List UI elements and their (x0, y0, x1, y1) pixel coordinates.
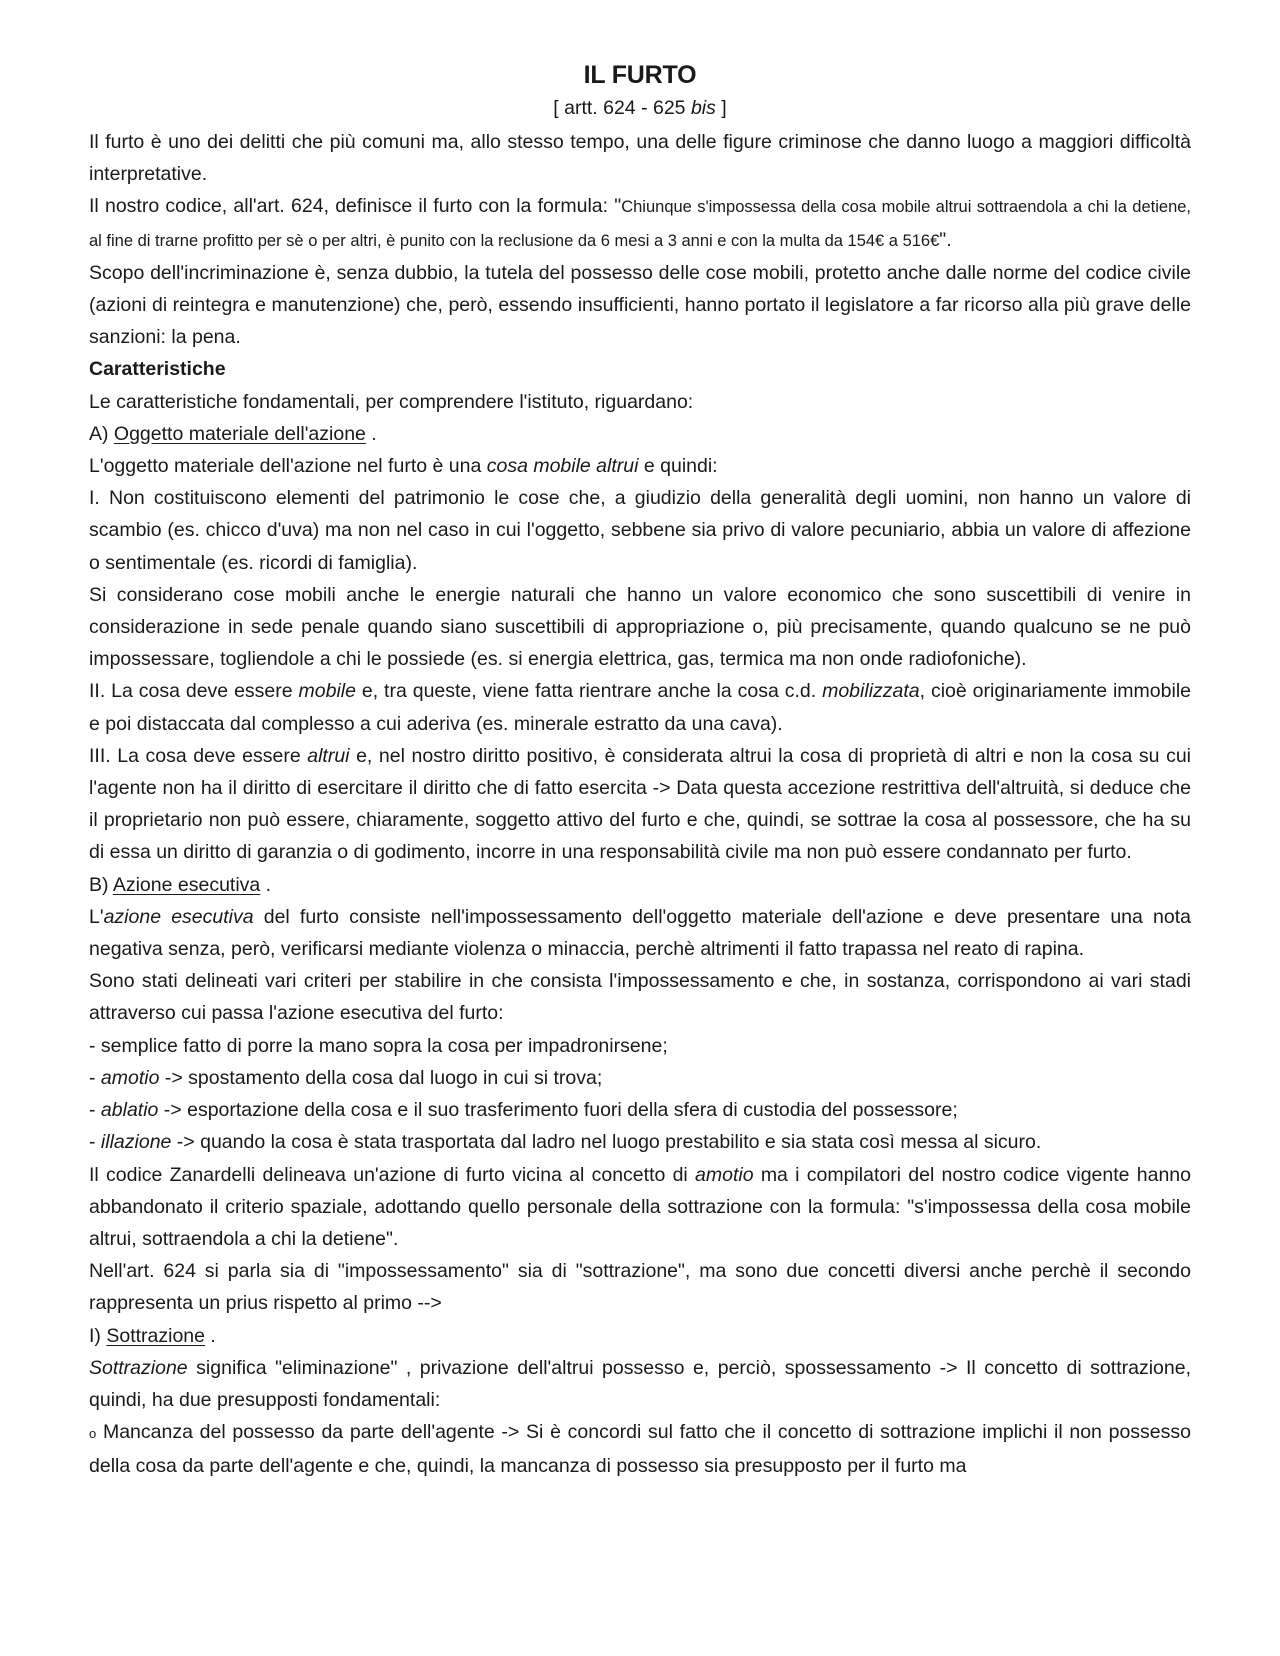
paragraph-definition: Il nostro codice, all'art. 624, definisce il furto con la formula: "Chiunque s'impossessa della cosa mobile altrui sottraendola a chi la detiene, al fine di trarne profitto per sè o per altri, è punito con la reclusione da 6 mesi a 3 anni e con la multa da 154€ a 516€". (89, 195, 1192, 251)
paragraph-art-624: Nell'art. 624 si parla sia di "impossessamento" sia di "sottrazione", ma sono due concetti diversi anche perchè il secondo rappresenta un prius rispetto al primo --> (89, 1260, 1191, 1315)
section-a-heading: A) Oggetto materiale dell'azione . (89, 422, 377, 445)
page-title: IL FURTO (583, 61, 697, 89)
paragraph-scope: Scopo dell'incriminazione è, senza dubbio, la tutela del possesso delle cose mobili, protetto anche dalle norme del codice civile (azioni di reintegra e manutenzione) che, però, essendo insufficienti, hanno portato il legislatore a far ricorso alla più grave delle sanzioni: la pena. (89, 261, 1191, 349)
paragraph-point-ii: II. La cosa deve essere mobile e, tra queste, viene fatta rientrare anche la cosa c.d. mobilizzata, cioè originariamente immobile e poi distaccata dal complesso a cui aderiva (es. minerale estratto da una cava). (89, 680, 1191, 735)
section-i-heading: I) Sottrazione . (89, 1324, 216, 1347)
paragraph-criteria: Sono stati delineati vari criteri per stabilire in che consista l'impossessamento e che, in sostanza, corrispondono ai vari stadi attraverso cui passa l'azione esecutiva del furto: (89, 970, 1191, 1025)
section-heading: Caratteristiche (89, 358, 226, 381)
paragraph-executive-action: L'azione esecutiva del furto consiste nell'impossessamento dell'oggetto materiale dell'azione e deve presentare una nota negativa senza, però, verificarsi mediante violenza o minaccia, perchè altrimenti il fatto trapassa nel reato di rapina. (89, 905, 1191, 961)
section-b-heading: B) Azione esecutiva . (89, 873, 272, 896)
list-item: - semplice fatto di porre la mano sopra la cosa per impadronirsene; (89, 1034, 668, 1057)
paragraph-characteristics: Le caratteristiche fondamentali, per comprendere l'istituto, riguardano: (89, 390, 694, 413)
page-subtitle: [ artt. 624 - 625 bis ] (553, 97, 727, 119)
paragraph-object: L'oggetto materiale dell'azione nel furto è una cosa mobile altrui e quindi: (89, 455, 718, 478)
paragraph-energies: Si considerano cose mobili anche le energie naturali che hanno un valore economico che sono suscettibili di venire in considerazione in sede penale quando siano suscettibili di appropriazione o, più precisamente, quando qualcuno se ne può impossessare, togliendole a chi le possiede (es. si energia elettrica, gas, termica ma non onde radiofoniche). (89, 583, 1191, 671)
paragraph-zanardelli: Il codice Zanardelli delineava un'azione di furto vicina al concetto di amotio ma i compilatori del nostro codice vigente hanno abbandonato il criterio spaziale, adottando quello personale della sottrazione con la formula: "s'impossessa della cosa mobile altrui, sottraendola a chi la detiene". (89, 1163, 1191, 1250)
paragraph-point-iii: III. La cosa deve essere altrui e, nel nostro diritto positivo, è considerata altrui la cosa di proprietà di altri e non la cosa su cui l'agente non ha il diritto di esercitare il diritto che di fatto esercita -> Data questa accezione restrittiva dell'altruità, si deduce che il proprietario non può essere, chiaramente, soggetto attivo del furto e che, quindi, se sottrae la cosa al possessore, che ha su di essa un diritto di garanzia o di godimento, incorre in una responsabilità civile ma non può essere condannato per furto. (89, 744, 1191, 864)
article-quote: Chiunque s'impossessa della cosa mobile altrui sottraendola a chi la detiene, al fine di trarne profitto per sè o per altri, è punito con la reclusione da 6 mesi a 3 anni e con la multa da 154€ a 516€ (89, 198, 1192, 250)
list-item: - ablatio -> esportazione della cosa e il suo trasferimento fuori della sfera di custodia del possessore; (89, 1099, 958, 1122)
paragraph-point-i: I. Non costituiscono elementi del patrimonio le cose che, a giudizio della generalità degli uomini, non hanno un valore di scambio (es. chicco d'uva) ma non nel caso in cui l'oggetto, sebbene sia privo di valore pecuniario, abbia un valore di affezione o sentimentale (es. ricordi di famiglia). (89, 487, 1191, 574)
paragraph-lack-of-possession: o Mancanza del possesso da parte dell'agente -> Si è concordi sul fatto che il concetto di sottrazione implichi il non possesso della cosa da parte dell'agente e che, quindi, la mancanza di possesso sia presupposto per il furto ma (89, 1421, 1191, 1478)
bullet-icon: o (89, 1426, 97, 1442)
list-item: - amotio -> spostamento della cosa dal luogo in cui si trova; (89, 1066, 603, 1089)
paragraph-intro: Il furto è uno dei delitti che più comuni ma, allo stesso tempo, una delle figure criminose che danno luogo a maggiori difficoltà interpretative. (89, 131, 1191, 186)
list-item: - illazione -> quando la cosa è stata trasportata dal ladro nel luogo prestabilito e sia stata così messa al sicuro. (89, 1131, 1042, 1154)
paragraph-subtraction: Sottrazione significa "eliminazione" , privazione dell'altrui possesso e, perciò, spossessamento -> Il concetto di sottrazione, quindi, ha due presupposti fondamentali: (89, 1356, 1191, 1411)
